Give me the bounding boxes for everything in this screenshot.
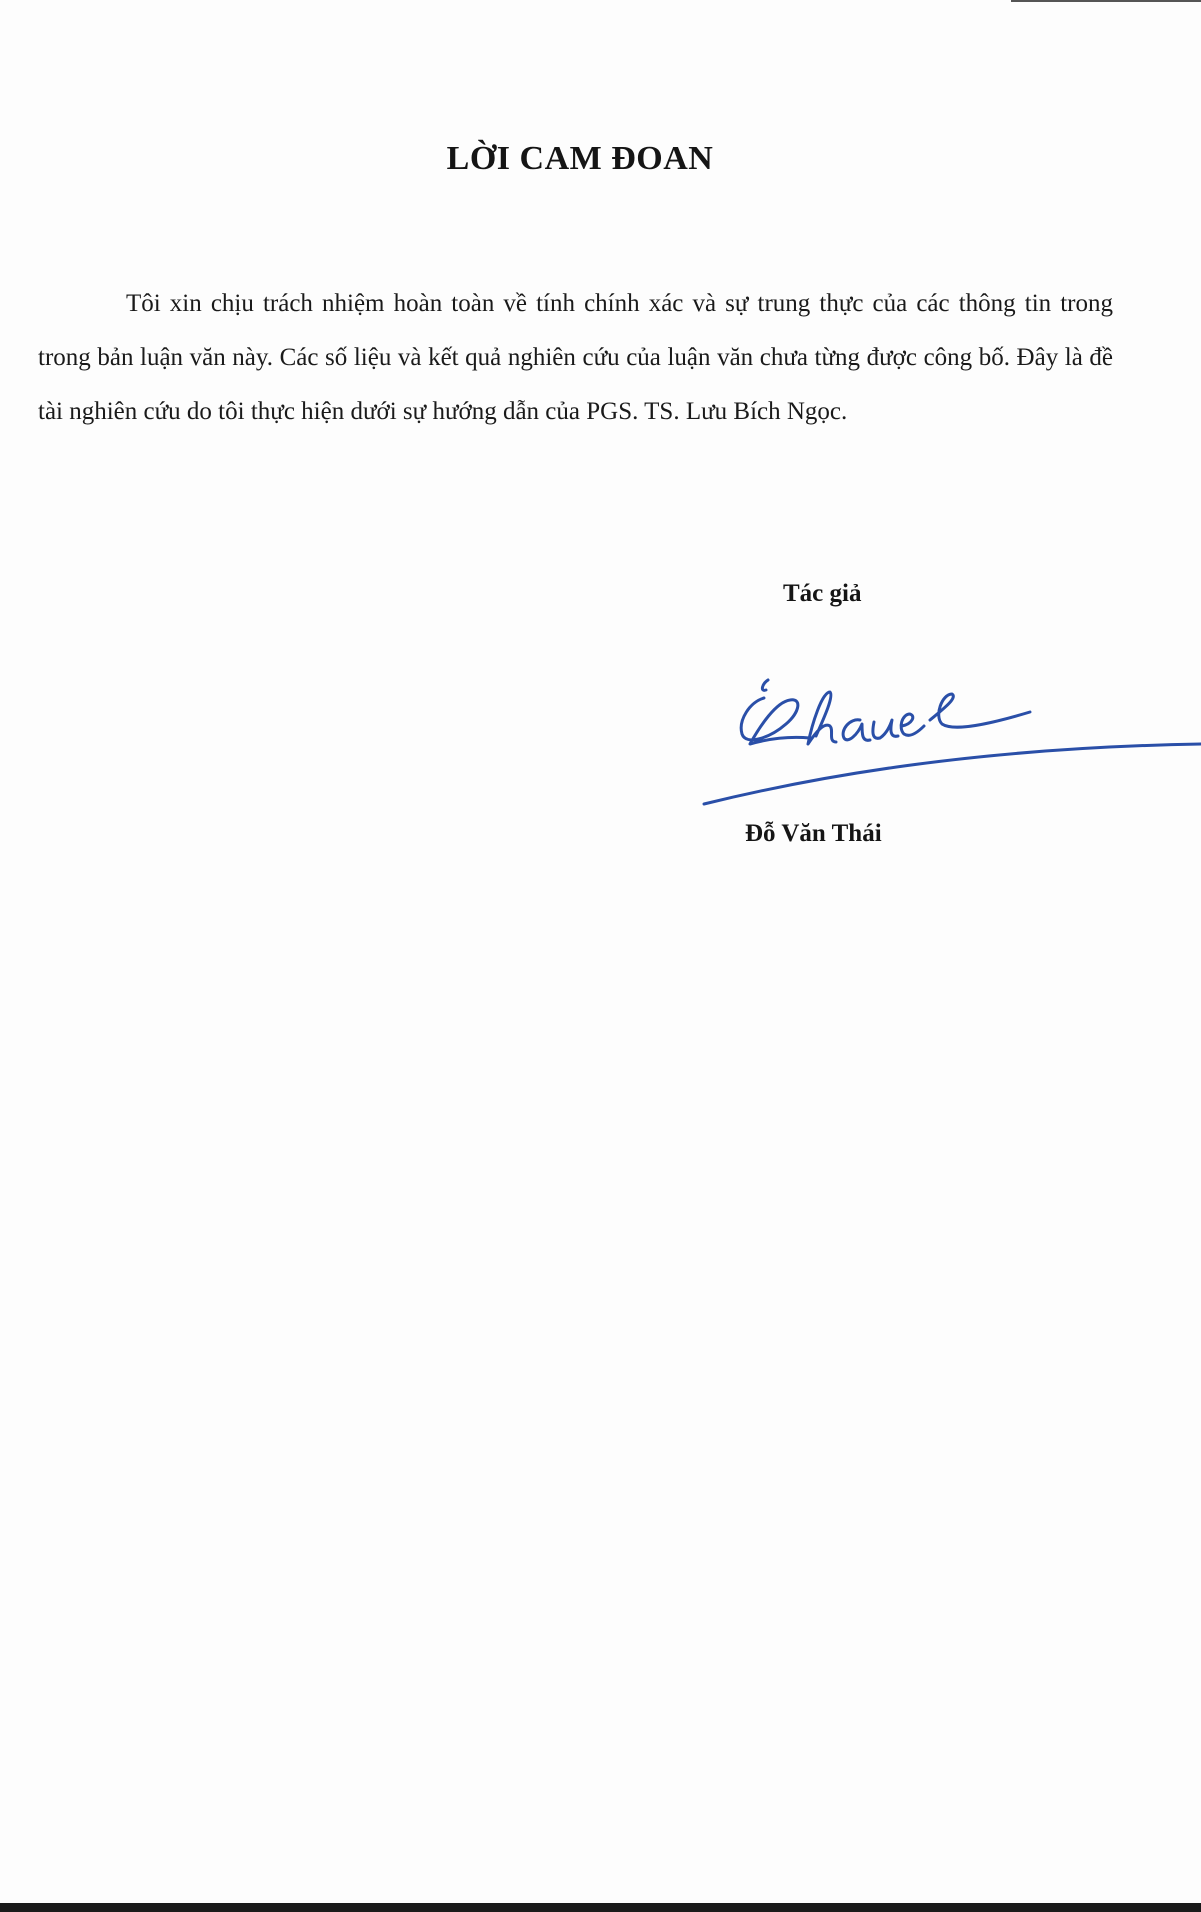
- signature-initial-stroke: [741, 680, 810, 744]
- declaration-paragraph: Tôi xin chịu trách nhiệm hoàn toàn về tính chính xác và sự trung thực của các thông tin trong trong bản luận văn này. Các số liệu và kết quả nghiên cứu của luận văn chưa từng được công bố. Đây là đề tài nghiên cứu do tôi thực hiện dưới sự hướng dẫn của PGS. TS. Lưu Bích Ngọc.: [38, 290, 1113, 425]
- signature-letter-u: [873, 720, 898, 738]
- page-top-edge-line: [1011, 0, 1201, 2]
- handwritten-signature: [690, 640, 1201, 820]
- page-title: LỜI CAM ĐOAN: [446, 140, 714, 177]
- signature-letter-a: [843, 720, 870, 741]
- author-label: Tác giả: [783, 580, 862, 607]
- signature-letter-e: [901, 714, 924, 735]
- author-name: Đỗ Văn Thái: [745, 820, 882, 847]
- page-bottom-scan-edge: [0, 1903, 1201, 1912]
- signature-trailing-loop: [930, 694, 1030, 727]
- signature-underline-sweep: [704, 744, 1201, 804]
- signature-letter-h: [808, 692, 836, 744]
